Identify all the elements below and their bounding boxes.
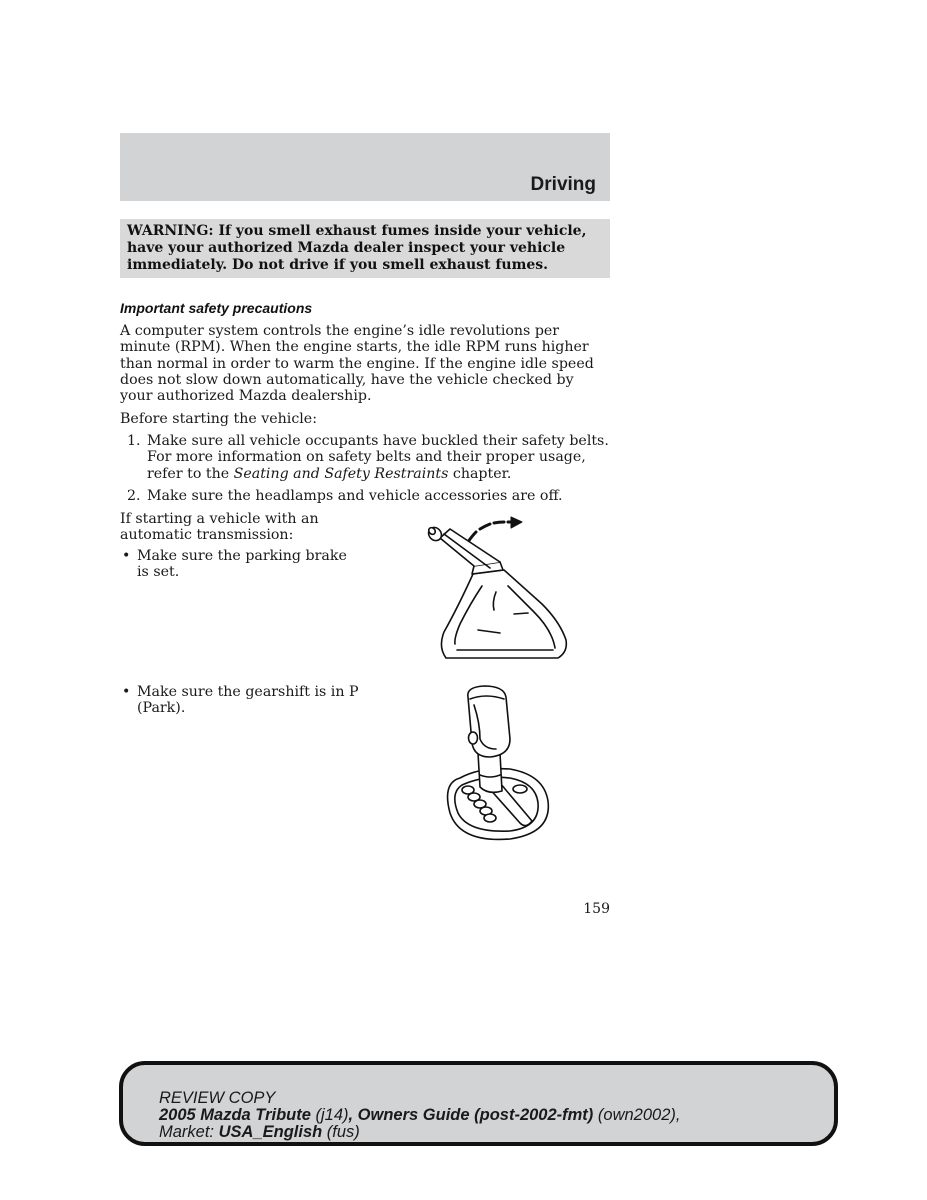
intro-paragraph: A computer system controls the engine’s idle revolutions per minute (RPM). When the engine starts, the idle RPM runs higher than normal in order to warm the engine. If the engine idle speed does not slow down automatically, have the vehicle checked by your authorized Mazda dealership. <box>120 323 594 405</box>
section-title: Driving <box>530 174 596 195</box>
before-starting-text: Before starting the vehicle: <box>120 411 317 427</box>
automatic-transmission-intro: If starting a vehicle with an automatic transmission: <box>120 511 319 544</box>
gearshift-icon <box>440 683 558 843</box>
chapter-reference: Seating and Safety Restraints <box>233 465 449 482</box>
bullet-symbol: • <box>122 684 131 700</box>
footer-text <box>159 1090 680 1141</box>
list-number: 2. <box>127 488 141 504</box>
warning-box: WARNING: If you smell exhaust fumes inside your vehicle, have your authorized Mazda dealer inspect your vehicle immediately. Do not drive if you smell exhaust fumes. <box>120 219 610 278</box>
parking-brake-icon <box>410 512 590 667</box>
list-text: Make sure all vehicle occupants have buckled their safety belts. For more information on safety belts and their proper usage, refer to the Seating and Safety Restraints chapter. <box>147 433 609 482</box>
subheading: Important safety precautions <box>120 300 313 316</box>
list-number: 1. <box>127 433 141 449</box>
review-copy-label: REVIEW COPY <box>159 1089 276 1107</box>
footer-title-line: 2005 Mazda Tribute (j14), Owners Guide (post-2002-fmt) (own2002), <box>159 1106 681 1124</box>
page-number: 159 <box>583 901 610 917</box>
list-text: Make sure the headlamps and vehicle accessories are off. <box>147 488 563 504</box>
bullet-symbol: • <box>122 548 131 564</box>
bullet-text: Make sure the gearshift is in P (Park). <box>137 684 359 717</box>
section-header-band <box>120 133 610 201</box>
bullet-text: Make sure the parking brake is set. <box>137 548 347 581</box>
review-copy-footer <box>119 1061 838 1146</box>
footer-market-line: Market: USA_English (fus) <box>159 1123 360 1141</box>
